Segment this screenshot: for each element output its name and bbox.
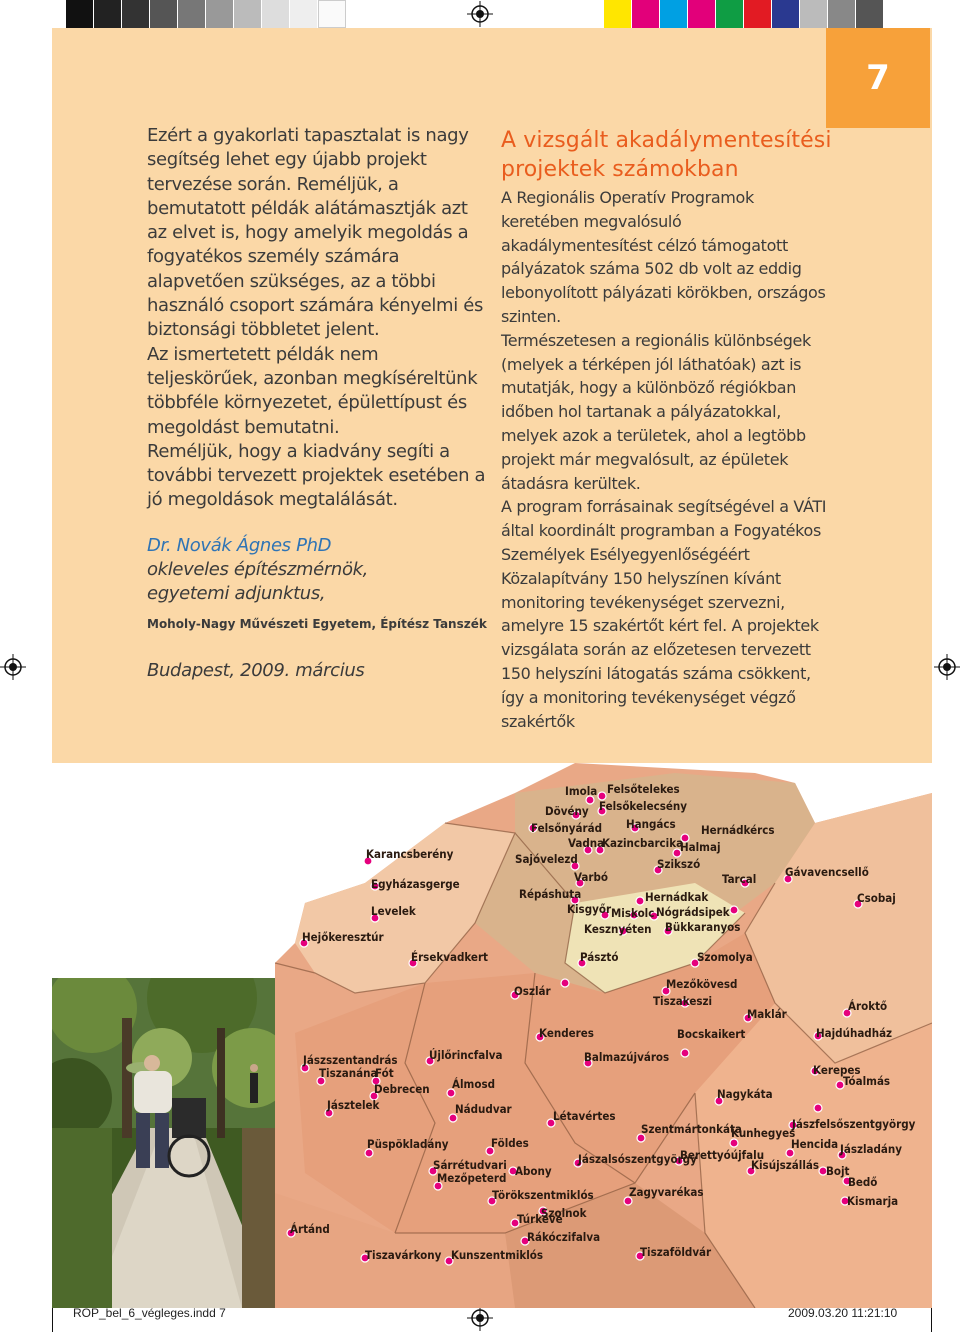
paragraph: Reméljük, hogy a kiadvány segíti a további tervezett projektek esetében a jó megoldások megtalálását. [147, 440, 486, 511]
footer-rule-left [52, 1308, 53, 1332]
registration-mark-top-icon [467, 1, 493, 27]
map-place-label: Levelek [371, 904, 416, 918]
map-place-label: Jásztelek [327, 1098, 380, 1112]
region-map [275, 763, 932, 1308]
map-place-label: Gávavencsellő [785, 865, 869, 879]
registration-mark-left-icon [0, 654, 26, 680]
park-path-photo [52, 978, 276, 1308]
map-place-label: Felsőkelecsény [599, 799, 688, 813]
map-place-label: Mezőpeterd [437, 1171, 507, 1185]
author-institution: Moholy-Nagy Művészeti Egyetem, Építész Tanszék [147, 616, 487, 631]
map-place-label: Tóalmás [843, 1074, 891, 1088]
left-column [147, 124, 492, 683]
paragraph: Természetesen a regionális különbségek (melyek a térképen jól láthatóak) azt is mutatják, hogy a különböző régiókban időben hol tartanak a pályázatokkal, melyek azok a területek, ahol a legtöbb projekt már megvalósult, az épületek átadásra kerültek. [501, 330, 811, 493]
map-place-label: Berettyóújfalu [680, 1148, 765, 1162]
map-place-label: Törökszentmiklós [492, 1188, 594, 1202]
map-place-label: Jászalsószentgyörgy [578, 1152, 697, 1166]
map-place-label: Sajóvelezd [515, 852, 578, 866]
map-place-label: Kisgyőr [567, 902, 612, 916]
map-place-label: Vadna [568, 836, 605, 850]
map-place-label: Tarcal [722, 872, 757, 886]
map-place-label: Kesznyéten [584, 922, 652, 936]
map-place-label: Álmosd [452, 1077, 496, 1091]
map-place-label: Földes [491, 1136, 529, 1150]
map-place-label: Nagykáta [717, 1087, 773, 1101]
map-place-label: Miskolc [611, 906, 655, 920]
map-place-label: Fót [375, 1066, 394, 1080]
footer-rule-right [931, 1308, 932, 1332]
map-place-label: Egyházasgerge [371, 877, 460, 891]
registration-mark-bottom-icon [467, 1305, 493, 1331]
map-place-label: Répáshuta [519, 887, 582, 901]
map-place-label: Csobaj [857, 891, 896, 905]
grayscale-bar [66, 0, 346, 28]
map-place-label: Püspökladány [367, 1137, 449, 1151]
author-name: Dr. Novák Ágnes PhD [147, 534, 332, 556]
color-bar [604, 0, 884, 28]
map-place-label: Szomolya [697, 950, 753, 964]
map-place-label: Balmazújváros [584, 1050, 670, 1064]
map-place-label: Felsőnyárád [531, 821, 603, 835]
map-place-label: Jászszentandrás [303, 1053, 398, 1067]
map-place-label: Karancsberény [366, 847, 454, 861]
map-place-label: Jászladány [840, 1142, 903, 1156]
map-place-label: Debrecen [374, 1082, 430, 1096]
map-place-label: Kazincbarcika [602, 836, 684, 850]
map-place-label: Hejőkeresztúr [302, 930, 384, 944]
map-place-label: Nógrádsipek [656, 905, 730, 919]
map-place-label: Hernádkak [645, 890, 709, 904]
map-place-label: Létavértes [553, 1109, 616, 1123]
map-place-label: Nádudvar [455, 1102, 512, 1116]
map-place-label: Sárrétudvari [433, 1158, 507, 1172]
map-place-label: Tiszanána [319, 1066, 378, 1080]
right-column [501, 126, 836, 733]
map-place-label: Kenderes [539, 1026, 594, 1040]
map-place-label: Hangács [626, 817, 676, 831]
map-place-label: Dövény [545, 804, 589, 818]
author-title-2: egyetemi adjunktus, [147, 583, 326, 605]
footer-filename: ROP_bel_6_végleges.indd 7 [73, 1306, 226, 1320]
map-place-label: Tiszakeszi [653, 994, 713, 1008]
map-place-label: Túrkeve [517, 1212, 563, 1226]
map-place-label: Újlőrincfalva [429, 1048, 503, 1062]
page-number: 7 [826, 28, 930, 128]
registration-mark-right-icon [934, 654, 960, 680]
map-place-label: Kismarja [847, 1194, 899, 1208]
map-place-label: Zagyvarékas [629, 1185, 704, 1199]
map-place-label: Imola [565, 784, 598, 798]
paragraph: A program forrásainak segítségével a VÁTI által koordinált programban a Fogyatékos Személyek Esélyegyenlőségéért Közalapítvány 150 helyszínen kívánt monitoring tevékenységet szervezni, amelyre 15 szakértőt kért fel. A projektek vizsgálata során az előzetesen tervezett 150 helyszíni látogatás száma csökkent, így a monitoring tevékenységet végző szakértők [501, 497, 827, 731]
map-place-label: Érsekvadkert [411, 950, 489, 964]
map-place-label: Ártánd [290, 1222, 330, 1236]
map-place-label: Bükkaranyos [665, 920, 741, 934]
map-place-label: Hajdúhadház [816, 1026, 893, 1040]
map-place-label: Halmaj [680, 840, 721, 854]
map-place-label: Tiszavárkony [365, 1248, 442, 1262]
map-place-label: Kunszentmiklós [451, 1248, 544, 1262]
map-place-label: Szikszó [657, 857, 701, 871]
map-place-label: Bocskaikert [677, 1027, 746, 1041]
map-place-label: Szolnok [541, 1206, 587, 1220]
map-place-label: Varbó [574, 870, 608, 884]
paragraph: Ezért a gyakorlati tapasztalat is nagy segítség lehet egy újabb projekt tervezése során. Reméljük, a bemutatott példák alátámasztják azt az elvet is, hogy amelyik megoldás a fogyatékos személy számára alapvetően szükséges, az a többi használó csoport számára kényelmi és biztonsági többletet jelent. [147, 125, 484, 341]
map-place-label: Pásztó [580, 950, 619, 964]
map-place-label: Hencida [791, 1137, 839, 1151]
footer-datetime: 2009.03.20 11:21:10 [788, 1306, 898, 1320]
author-title-1: okleveles építészmérnök, [147, 559, 369, 581]
map-place-label: Maklár [747, 1007, 787, 1021]
map-place-label: Szentmártonkáta [641, 1122, 742, 1136]
map-place-label: Kisújszállás [751, 1158, 820, 1172]
map-place-label: Oszlár [514, 984, 551, 998]
map-place-label: Tiszaföldvár [640, 1245, 712, 1259]
map-place-label: Jászfelsőszentgyörgy [792, 1117, 916, 1131]
map-place-label: Bedő [848, 1175, 878, 1189]
map-place-label: Bojt [826, 1164, 850, 1178]
map-place-label: Rákóczifalva [527, 1230, 601, 1244]
map-place-label: Felsőtelekes [607, 782, 680, 796]
map-place-label: Kunhegyes [731, 1126, 796, 1140]
place-date: Budapest, 2009. március [147, 659, 365, 681]
map-place-label: Hernádkércs [701, 823, 775, 837]
paragraph: Az ismertetett példák nem teljeskörűek, azonban megkíséreltünk többféle környezetet, épülettípust és megoldást bemutatni. [147, 343, 478, 438]
map-place-label: Abony [515, 1164, 552, 1178]
map-place-label: Ároktő [848, 999, 888, 1013]
map-place-label: Mezőkövesd [666, 977, 738, 991]
map-place-label: Kerepes [813, 1063, 861, 1077]
section-heading: A vizsgált akadálymentesítési projektek számokban [501, 128, 832, 182]
paragraph: A Regionális Operatív Programok keretében megvalósuló akadálymentesítést célzó támogatott pályázatok száma 502 db volt az eddig lebonyolított pályázati körökben, országos szinten. [501, 188, 826, 326]
